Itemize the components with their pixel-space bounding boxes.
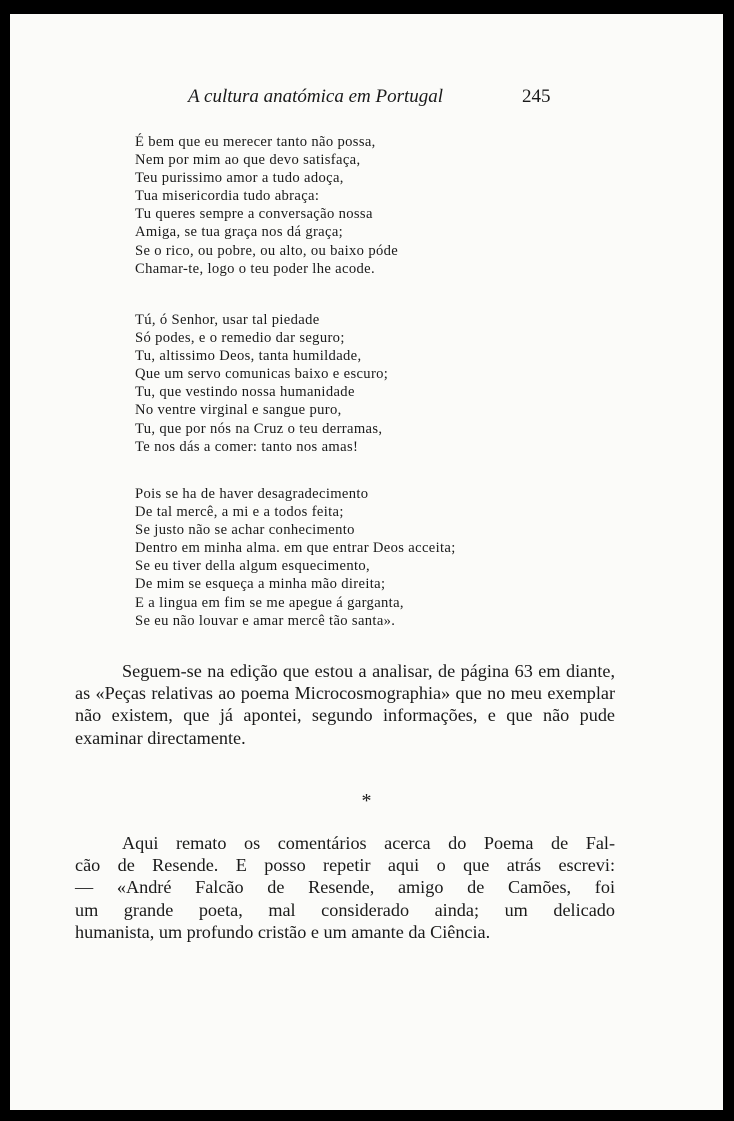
verse-line: Se justo não se achar conhecimento — [135, 522, 355, 539]
verse-line: Te nos dás a comer: tanto nos amas! — [135, 438, 359, 455]
section-separator: * — [361, 790, 372, 812]
verse-line: Tu, que por nós na Cruz o teu derramas, — [135, 420, 383, 437]
poem-stanza-3 — [135, 485, 456, 630]
paragraph-conclusion — [75, 832, 615, 943]
paragraph-line: cão de Resende. E posso repetir aqui o que atrás escrevi: — [75, 855, 615, 876]
paragraph-line: Aqui remato os comentários acerca do Poema de Fal- — [122, 833, 615, 853]
paragraph-line: — «André Falcão de Resende, amigo de Camões, foi — [75, 877, 615, 898]
paragraph-line: humanista, um profundo cristão e um amante da Ciência. — [75, 921, 491, 942]
poem-stanza-2 — [135, 311, 388, 456]
page-number: 245 — [522, 86, 551, 107]
verse-line: Tu queres sempre a conversação nossa — [135, 206, 373, 223]
running-title: A cultura anatómica em Portugal — [188, 86, 444, 107]
verse-line: Pois se ha de haver desagradecimento — [135, 486, 369, 502]
verse-line: Nem por mim ao que devo satisfaça, — [135, 152, 361, 169]
book-page — [10, 14, 723, 1110]
verse-line: Tu, altissimo Deos, tanta humildade, — [135, 348, 362, 365]
verse-line: Se eu tiver della algum esquecimento, — [135, 558, 371, 575]
verse-line: Dentro em minha alma. em que entrar Deos acceita; — [135, 540, 456, 557]
poem-stanza-1 — [135, 133, 398, 278]
page-header — [10, 86, 723, 110]
verse-line: E a lingua em fim se me apegue á garganta, — [135, 594, 404, 611]
paragraph-line: um grande poeta, mal considerado ainda; um delicado — [75, 899, 615, 920]
verse-line: Tu, que vestindo nossa humanidade — [135, 384, 355, 401]
verse-line: Teu purissimo amor a tudo adoça, — [135, 170, 344, 187]
verse-line: Amiga, se tua graça nos dá graça; — [135, 224, 344, 241]
verse-line: De tal mercê, a mi e a todos feita; — [135, 504, 344, 521]
paragraph-pieces-note: Seguem-se na edição que estou a analisar, de página 63 em diante, as «Peças relativas ao poema Microcosmographia» que no meu exemplar não existem, que já apontei, segundo informações, e que não pude examinar directamente. — [75, 661, 615, 748]
verse-line: É bem que eu merecer tanto não possa, — [135, 134, 376, 150]
verse-line: Tua misericordia tudo abraça: — [135, 188, 320, 205]
verse-line: Só podes, e o remedio dar seguro; — [135, 330, 345, 347]
verse-line: Se eu não louvar e amar mercê tão santa». — [135, 612, 396, 629]
verse-line: De mim se esqueça a minha mão direita; — [135, 576, 386, 593]
verse-line: Chamar-te, logo o teu poder lhe acode. — [135, 260, 375, 277]
verse-line: No ventre virginal e sangue puro, — [135, 402, 342, 419]
verse-line: Se o rico, ou pobre, ou alto, ou baixo póde — [135, 242, 399, 259]
verse-line: Tú, ó Senhor, usar tal piedade — [135, 312, 320, 328]
verse-line: Que um servo comunicas baixo e escuro; — [135, 366, 389, 383]
